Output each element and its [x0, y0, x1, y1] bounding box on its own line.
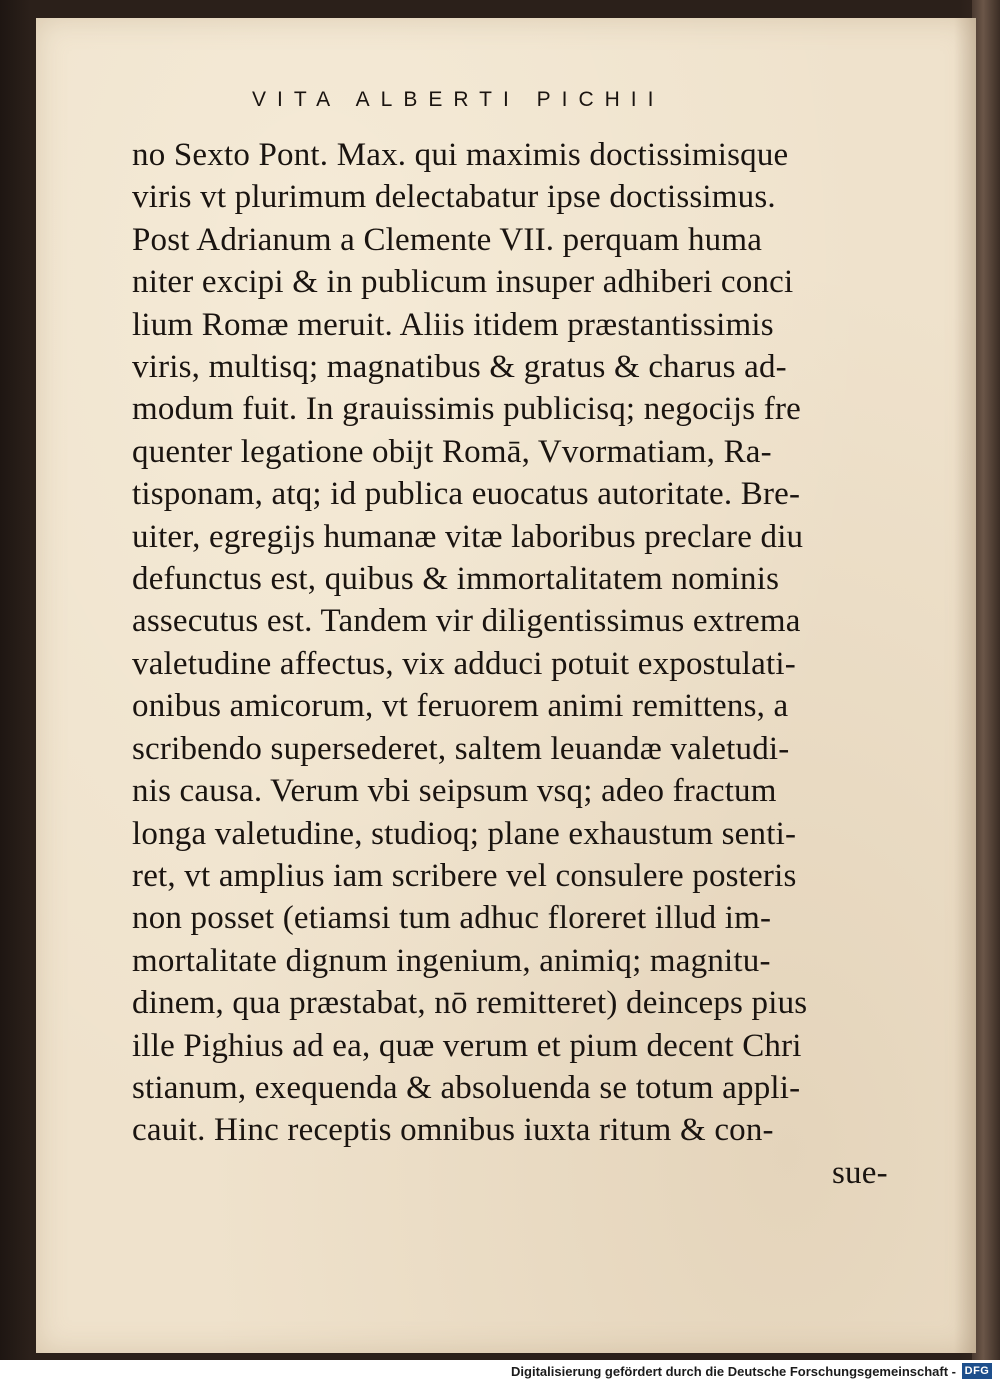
catchword: sue- — [832, 1154, 888, 1191]
text-line: longa valetudine, studioq; plane exhaustum senti- — [132, 815, 797, 852]
text-line: no Sexto Pont. Max. qui maximis doctissimisque — [132, 137, 789, 173]
text-line: uiter, egregijs humanæ vitæ laboribus preclare diu — [132, 518, 804, 555]
text-line: ille Pighius ad ea, quæ verum et pium decent Chri — [132, 1027, 802, 1064]
text-line: niter excipi & in publicum insuper adhiberi conci — [132, 264, 794, 301]
body-text — [132, 134, 902, 1194]
footer-bar — [0, 1360, 1000, 1389]
book-edge — [972, 0, 1000, 1389]
text-line: tisponam, atq; id publica euocatus autoritate. Bre- — [132, 476, 801, 513]
text-line: quenter legatione obijt Romā, Vvormatiam, Ra- — [132, 433, 772, 470]
footer-credit: Digitalisierung gefördert durch die Deutsche Forschungsgemeinschaft - — [511, 1364, 956, 1379]
text-line: viris, multisq; magnatibus & gratus & charus ad- — [132, 349, 787, 386]
text-line: stianum, exequenda & absoluenda se totum appli- — [132, 1069, 801, 1106]
dfg-logo: DFG — [962, 1363, 992, 1379]
text-line: mortalitate dignum ingenium, animiq; magnitu- — [132, 942, 771, 979]
text-line: dinem, qua præstabat, nō remitteret) deinceps pius — [132, 985, 808, 1022]
text-line: lium Romæ meruit. Aliis itidem præstantissimis — [132, 306, 774, 343]
text-line: onibus amicorum, vt feruorem animi remittens, a — [132, 688, 789, 725]
text-line: scribendo supersederet, saltem leuandæ valetudi- — [132, 730, 790, 767]
running-head: VITA ALBERTI PICHII — [252, 88, 665, 111]
text-line: nis causa. Verum vbi seipsum vsq; adeo fractum — [132, 773, 777, 810]
text-line: ret, vt amplius iam scribere vel consulere posteris — [132, 857, 797, 894]
text-line: defunctus est, quibus & immortalitatem nominis — [132, 561, 780, 598]
text-line: assecutus est. Tandem vir diligentissimus extrema — [132, 603, 801, 640]
text-line: cauit. Hinc receptis omnibus iuxta ritum & con- — [132, 1112, 774, 1149]
text-line: Post Adrianum a Clemente VII. perquam huma — [132, 221, 763, 258]
text-line: viris vt plurimum delectabatur ipse doctissimus. — [132, 179, 776, 216]
text-line: valetudine affectus, vix adduci potuit expostulati- — [132, 645, 796, 682]
text-line: non posset (etiamsi tum adhuc floreret illud im- — [132, 900, 772, 937]
text-line: modum fuit. In grauissimis publicisq; negocijs fre — [132, 391, 802, 428]
page-gutter-shadow — [954, 18, 976, 1353]
